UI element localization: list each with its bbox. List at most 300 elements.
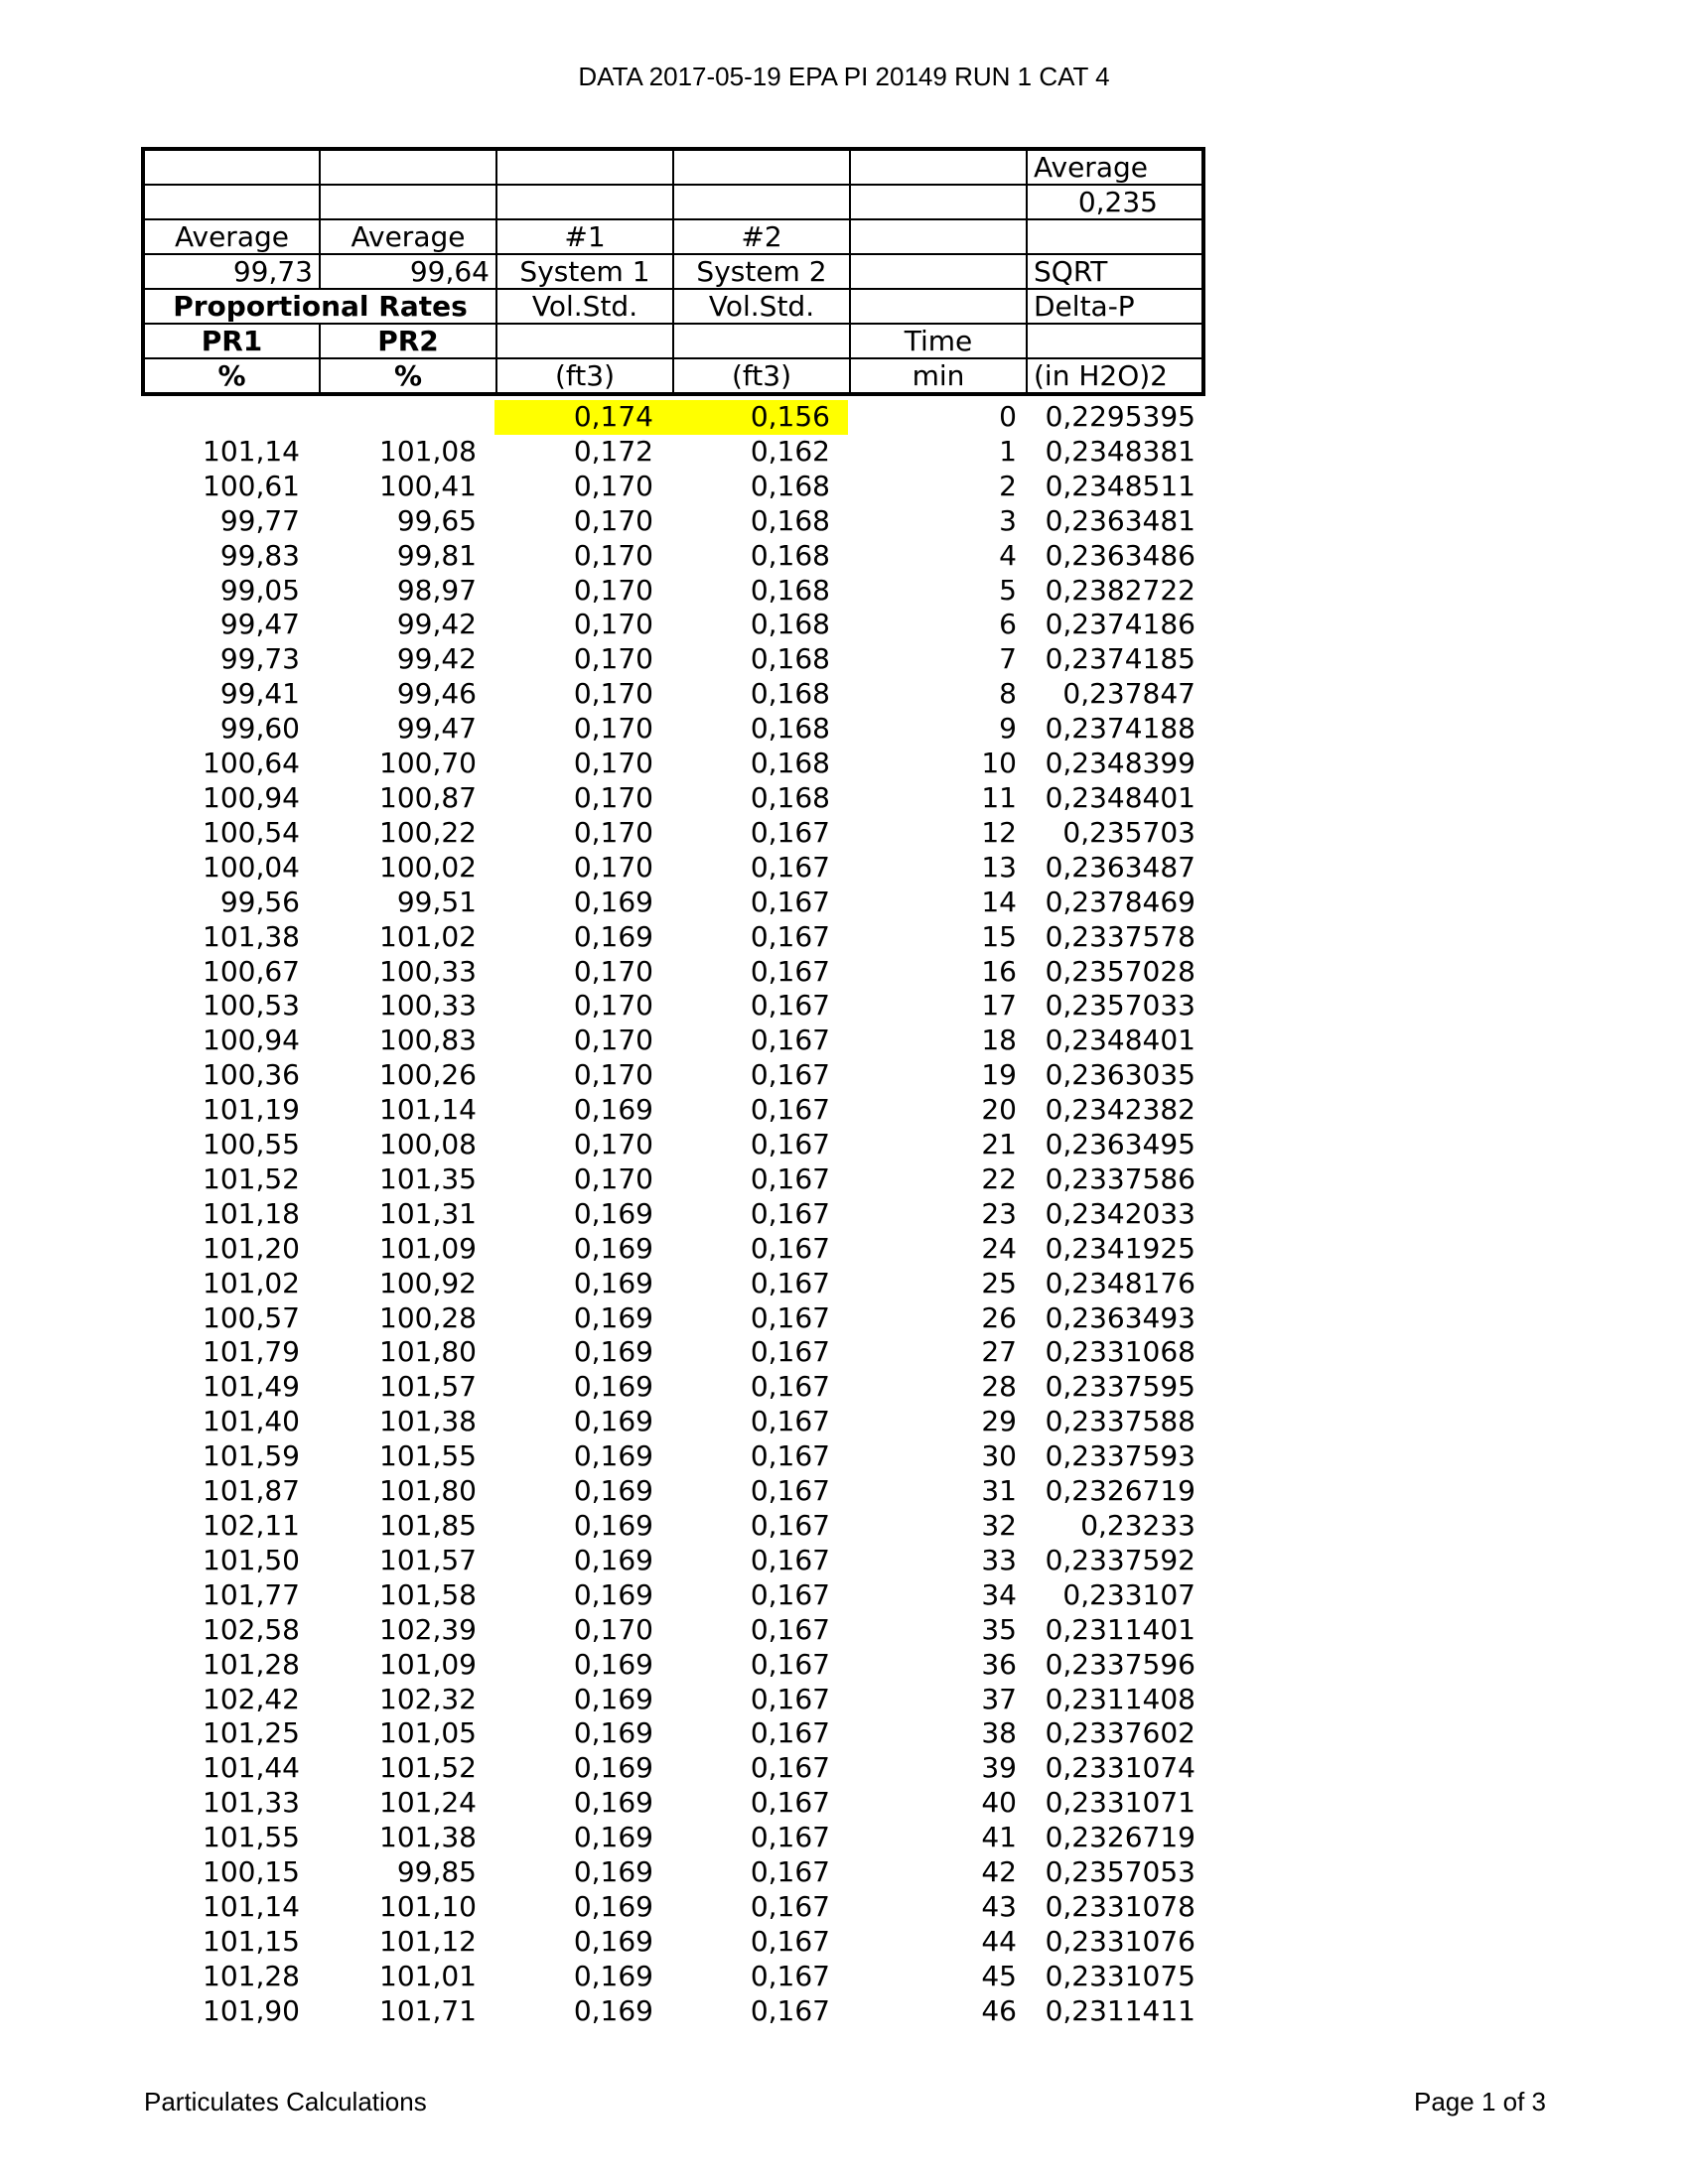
vol2-cell: 0,167 [750,1959,830,1992]
pr2-cell: 101,31 [379,1196,477,1230]
table-row [141,1058,1201,1093]
sqrt-delta-p-cell: 0,2331078 [1045,1889,1196,1923]
vol2-cell: 0,167 [750,1577,830,1611]
table-row [141,886,1201,920]
table-row [141,1821,1201,1855]
sqrt-delta-p-cell: 0,2363486 [1045,538,1196,572]
table-row [141,470,1201,504]
table-row [141,989,1201,1024]
vol2-unit: (ft3) [673,358,850,394]
time-cell: 31 [981,1474,1017,1508]
sqrt-delta-p-cell: 0,2348399 [1045,747,1196,780]
pr2-cell: 101,02 [379,919,477,953]
time-cell: 34 [981,1577,1017,1611]
pr2-cell: 101,24 [379,1786,477,1820]
pr2-cell: 101,05 [379,1716,477,1750]
vol1-cell: 0,169 [573,1889,653,1923]
vol1-cell: 0,169 [573,1266,653,1299]
pr1-cell: 101,14 [203,434,300,468]
pr1-cell: 101,33 [203,1786,300,1820]
vol2-cell: 0,167 [750,1647,830,1681]
sqrt-delta-p-cell: 0,2357033 [1045,989,1196,1023]
vol2-cell: 0,167 [750,850,830,884]
vol1-cell: 0,170 [573,469,653,502]
time-cell: 11 [981,780,1017,814]
pr1-cell: 100,57 [203,1300,300,1334]
vol1-unit: (ft3) [496,358,673,394]
header-row-4 [143,254,1203,289]
pr2-cell: 100,87 [379,780,477,814]
table-row [141,1544,1201,1578]
time-cell: 0 [999,400,1017,433]
vol2-cell: 0,168 [750,780,830,814]
sqrt-delta-p-cell: 0,2357028 [1045,954,1196,988]
time-cell: 44 [981,1924,1017,1958]
vol2-cell: 0,167 [750,1682,830,1715]
time-cell: 16 [981,954,1017,988]
vol1-cell: 0,170 [573,1612,653,1646]
sqrt-delta-p-cell: 0,23233 [1080,1509,1196,1542]
data-table-body [141,400,1201,2029]
vol1-cell: 0,170 [573,989,653,1023]
vol2-cell: 0,167 [750,1716,830,1750]
pr2-cell: 101,55 [379,1439,477,1473]
vol2-cell: 0,167 [750,1543,830,1576]
vol1-cell: 0,170 [573,503,653,537]
sqrt-delta-p-cell: 0,2337578 [1045,919,1196,953]
pr2-cell: 101,09 [379,1647,477,1681]
vol1-cell: 0,172 [573,434,653,468]
vol2-cell: 0,167 [750,1405,830,1438]
vol2-cell: 0,167 [750,1335,830,1369]
sqrt-delta-p-cell: 0,237847 [1062,677,1196,711]
vol1-cell: 0,169 [573,1509,653,1542]
time-cell: 42 [981,1855,1017,1889]
time-cell: 7 [999,642,1017,676]
pr2-cell: 101,71 [379,1993,477,2027]
vol1-cell: 0,169 [573,1577,653,1611]
vol1-cell: 0,170 [573,1161,653,1195]
time-cell: 9 [999,712,1017,746]
pr2-cell: 101,58 [379,1577,477,1611]
time-cell: 23 [981,1196,1017,1230]
pr2-cell: 100,02 [379,850,477,884]
pr1-cell: 102,42 [203,1682,300,1715]
vol2-cell: 0,167 [750,1196,830,1230]
pr2-label: PR2 [320,324,496,358]
table-row [141,1267,1201,1301]
table-row [141,1578,1201,1613]
pr2-cell: 100,70 [379,747,477,780]
pr2-cell: 100,92 [379,1266,477,1299]
pr1-cell: 102,58 [203,1612,300,1646]
pr1-cell: 100,54 [203,815,300,849]
time-cell: 45 [981,1959,1017,1992]
vol1-cell: 0,170 [573,1024,653,1057]
pr1-cell: 101,77 [203,1577,300,1611]
vol2-cell: 0,168 [750,573,830,607]
pr2-cell: 99,81 [396,538,477,572]
vol1-cell: 0,169 [573,1231,653,1265]
time-cell: 6 [999,608,1017,641]
table-row [141,851,1201,886]
pr2-cell: 98,97 [396,573,477,607]
vol2-cell: 0,168 [750,642,830,676]
time-cell: 38 [981,1716,1017,1750]
table-row [141,816,1201,851]
table-row [141,1751,1201,1786]
sqrt-delta-p-cell: 0,2341925 [1045,1231,1196,1265]
header-row-6 [143,324,1203,358]
pr1-cell: 101,02 [203,1266,300,1299]
pr2-cell: 101,01 [379,1959,477,1992]
vol2-cell: 0,167 [750,919,830,953]
time-cell: 36 [981,1647,1017,1681]
table-row [141,574,1201,609]
sqrt-delta-p-cell: 0,2326719 [1045,1474,1196,1508]
pr2-cell: 99,42 [396,642,477,676]
header-row-5 [143,289,1203,324]
sqrt-delta-p-cell: 0,2295395 [1045,400,1196,433]
pr1-cell: 101,55 [203,1821,300,1854]
pr2-cell: 101,52 [379,1751,477,1785]
table-row [141,400,1201,435]
pr1-cell: 99,05 [219,573,300,607]
time-cell: 5 [999,573,1017,607]
table-row [141,1716,1201,1751]
system2-number: #2 [673,219,850,254]
table-row [141,781,1201,816]
sqrt-delta-p-cell: 0,2363035 [1045,1058,1196,1092]
pr1-cell: 101,79 [203,1335,300,1369]
vol1-cell: 0,170 [573,850,653,884]
time-cell: 40 [981,1786,1017,1820]
vol1-cell: 0,169 [573,1196,653,1230]
header-row-1 [143,149,1203,185]
vol1-cell: 0,170 [573,712,653,746]
pr2-cell: 100,41 [379,469,477,502]
sqrt-delta-p-cell: 0,233107 [1062,1577,1196,1611]
time-cell: 35 [981,1612,1017,1646]
pr2-cell: 101,57 [379,1543,477,1576]
vol2-cell: 0,167 [750,885,830,918]
table-row [141,1994,1201,2029]
vol1-cell: 0,169 [573,1924,653,1958]
pr2-cell: 101,57 [379,1370,477,1404]
sqrt-delta-p-cell: 0,2311401 [1045,1612,1196,1646]
vol1-cell: 0,169 [573,1855,653,1889]
pr1-cell: 100,64 [203,747,300,780]
pr2-cell: 101,38 [379,1821,477,1854]
delta-p-unit: (in H2O)2 [1027,358,1203,394]
vol2-cell: 0,167 [750,1439,830,1473]
sqrt-delta-p-cell: 0,2311408 [1045,1682,1196,1715]
pr1-cell: 101,28 [203,1647,300,1681]
pr1-cell: 101,28 [203,1959,300,1992]
time-cell: 28 [981,1370,1017,1404]
pr2-cell: 99,85 [396,1855,477,1889]
vol1-cell: 0,174 [494,400,671,435]
sqrt-delta-p-cell: 0,2374188 [1045,712,1196,746]
table-row [141,1093,1201,1128]
table-row [141,1474,1201,1509]
pr2-cell: 102,39 [379,1612,477,1646]
sqrt-delta-p-cell: 0,2337586 [1045,1161,1196,1195]
pr1-cell: 100,94 [203,780,300,814]
pr2-cell: 101,80 [379,1335,477,1369]
pr2-cell: 100,22 [379,815,477,849]
vol2-cell: 0,167 [750,1128,830,1161]
pr2-cell: 99,42 [396,608,477,641]
pr2-cell: 99,46 [396,677,477,711]
vol1-cell: 0,170 [573,642,653,676]
pr1-cell: 101,50 [203,1543,300,1576]
vol1-cell: 0,170 [573,538,653,572]
pr1-cell: 99,60 [219,712,300,746]
vol1-cell: 0,169 [573,1821,653,1854]
pr2-cell: 100,83 [379,1024,477,1057]
pr2-average-label: Average [320,219,496,254]
table-row [141,504,1201,539]
time-cell: 3 [999,503,1017,537]
pr1-average-label: Average [143,219,320,254]
table-row [141,1439,1201,1474]
pr1-cell: 100,53 [203,989,300,1023]
table-row [141,1613,1201,1648]
sqrt-average-value: 0,235 [1027,185,1203,219]
vol2-cell: 0,167 [750,1266,830,1299]
sqrt-delta-p-cell: 0,2357053 [1045,1855,1196,1889]
vol2-cell: 0,167 [750,1300,830,1334]
sqrt-delta-p-cell: 0,2363481 [1045,503,1196,537]
pr1-cell: 101,59 [203,1439,300,1473]
pr1-cell: 101,20 [203,1231,300,1265]
vol2-cell: 0,168 [750,503,830,537]
pr2-cell: 100,33 [379,989,477,1023]
pr1-cell: 100,94 [203,1024,300,1057]
time-label: Time [850,324,1027,358]
vol2-cell: 0,167 [750,1612,830,1646]
sqrt-delta-p-cell: 0,2331076 [1045,1924,1196,1958]
vol2-cell: 0,167 [750,1751,830,1785]
header-row-2 [143,185,1203,219]
time-cell: 27 [981,1335,1017,1369]
pr1-cell: 101,90 [203,1993,300,2027]
pr1-cell: 101,40 [203,1405,300,1438]
pr1-cell: 100,36 [203,1058,300,1092]
vol1-cell: 0,169 [573,1093,653,1127]
vol1-cell: 0,169 [573,1751,653,1785]
vol2-cell: 0,168 [750,469,830,502]
table-row [141,1405,1201,1439]
system1-label: System 1 [496,254,673,289]
pr1-cell: 99,47 [219,608,300,641]
time-cell: 18 [981,1024,1017,1057]
time-cell: 17 [981,989,1017,1023]
pr1-cell: 101,49 [203,1370,300,1404]
pr1-cell: 100,15 [203,1855,300,1889]
pr1-cell: 102,11 [203,1509,300,1542]
vol1-cell: 0,170 [573,780,653,814]
table-row [141,1370,1201,1405]
sqrt-delta-p-cell: 0,2348511 [1045,469,1196,502]
sqrt-delta-p-cell: 0,235703 [1062,815,1196,849]
pr1-cell: 101,25 [203,1716,300,1750]
time-cell: 2 [999,469,1017,502]
pr1-cell [141,400,318,435]
vol2-cell: 0,167 [750,1231,830,1265]
table-row [141,1890,1201,1925]
table-row [141,1648,1201,1683]
sqrt-delta-p-cell: 0,2348176 [1045,1266,1196,1299]
vol2-cell: 0,167 [750,1058,830,1092]
vol1-cell: 0,170 [573,815,653,849]
pr2-cell: 101,12 [379,1924,477,1958]
vol2-cell: 0,167 [750,1474,830,1508]
vol2-cell: 0,168 [750,747,830,780]
vol2-cell: 0,167 [750,1024,830,1057]
time-cell: 1 [999,434,1017,468]
vol2-cell: 0,167 [750,1509,830,1542]
sqrt-delta-p-cell: 0,2363495 [1045,1128,1196,1161]
table-row [141,1232,1201,1267]
pr2-cell: 101,08 [379,434,477,468]
time-cell: 33 [981,1543,1017,1576]
table-row [141,642,1201,677]
sqrt-delta-p-cell: 0,2331075 [1045,1959,1196,1992]
sqrt-average-label: Average [1027,149,1203,185]
pr1-average-value: 99,73 [143,254,320,289]
table-row [141,1509,1201,1544]
pr2-cell: 100,28 [379,1300,477,1334]
sqrt-delta-p-cell: 0,2348401 [1045,1024,1196,1057]
pr2-cell [318,400,494,435]
pr2-cell: 100,26 [379,1058,477,1092]
sqrt-delta-p-cell: 0,2378469 [1045,885,1196,918]
pr1-cell: 101,14 [203,1889,300,1923]
table-row [141,677,1201,712]
time-cell: 20 [981,1093,1017,1127]
time-cell: 26 [981,1300,1017,1334]
table-row [141,1925,1201,1960]
pr2-cell: 101,09 [379,1231,477,1265]
vol1-cell: 0,169 [573,1543,653,1576]
pr2-cell: 102,32 [379,1682,477,1715]
time-cell: 14 [981,885,1017,918]
sqrt-delta-p-cell: 0,2331068 [1045,1335,1196,1369]
pr1-unit: % [143,358,320,394]
vol2-cell: 0,167 [750,954,830,988]
time-cell: 29 [981,1405,1017,1438]
sqrt-delta-p-cell: 0,2363487 [1045,850,1196,884]
table-row [141,1786,1201,1821]
table-row [141,1197,1201,1232]
vol1-cell: 0,169 [573,885,653,918]
sqrt-delta-p-cell: 0,2348401 [1045,780,1196,814]
pr1-cell: 101,52 [203,1161,300,1195]
pr1-cell: 99,73 [219,642,300,676]
data-table [141,400,1201,2029]
vol2-cell: 0,167 [750,1993,830,2027]
vol2-cell: 0,167 [750,1786,830,1820]
vol2-cell: 0,167 [750,1855,830,1889]
vol1-cell: 0,169 [573,1716,653,1750]
table-row [141,1128,1201,1162]
vol1-cell: 0,170 [573,1128,653,1161]
sqrt-delta-p-cell: 0,2337593 [1045,1439,1196,1473]
time-cell: 25 [981,1266,1017,1299]
time-cell: 10 [981,747,1017,780]
vol1-cell: 0,169 [573,1335,653,1369]
vol-std-2-label: Vol.Std. [673,289,850,324]
pr1-cell: 99,56 [219,885,300,918]
sqrt-delta-p-cell: 0,2337595 [1045,1370,1196,1404]
time-cell: 46 [981,1993,1017,2027]
sqrt-delta-p-cell: 0,2337596 [1045,1647,1196,1681]
table-row [141,955,1201,990]
vol1-cell: 0,169 [573,1300,653,1334]
sqrt-delta-p-cell: 0,2374185 [1045,642,1196,676]
sqrt-delta-p-cell: 0,2374186 [1045,608,1196,641]
sqrt-delta-p-cell: 0,2342033 [1045,1196,1196,1230]
sqrt-delta-p-cell: 0,2337588 [1045,1405,1196,1438]
table-row [141,435,1201,470]
vol1-cell: 0,169 [573,1370,653,1404]
sqrt-delta-p-cell: 0,2337592 [1045,1543,1196,1576]
vol2-cell: 0,168 [750,538,830,572]
sqrt-delta-p-cell: 0,2331071 [1045,1786,1196,1820]
vol1-cell: 0,170 [573,573,653,607]
vol2-cell: 0,167 [750,1161,830,1195]
pr2-cell: 100,08 [379,1128,477,1161]
table-row [141,539,1201,574]
vol2-cell: 0,162 [750,434,830,468]
pr1-cell: 99,77 [219,503,300,537]
table-row [141,608,1201,642]
sqrt-delta-p-cell: 0,2331074 [1045,1751,1196,1785]
pr1-cell: 100,55 [203,1128,300,1161]
system2-label: System 2 [673,254,850,289]
pr2-cell: 101,14 [379,1093,477,1127]
time-cell: 39 [981,1751,1017,1785]
time-cell: 41 [981,1821,1017,1854]
vol1-cell: 0,170 [573,954,653,988]
sqrt-label: SQRT [1027,254,1203,289]
time-cell: 21 [981,1128,1017,1161]
time-cell: 30 [981,1439,1017,1473]
time-cell: 24 [981,1231,1017,1265]
vol1-cell: 0,169 [573,1439,653,1473]
time-cell: 12 [981,815,1017,849]
pr2-cell: 101,38 [379,1405,477,1438]
vol1-cell: 0,169 [573,1474,653,1508]
vol1-cell: 0,170 [573,747,653,780]
table-row [141,1162,1201,1197]
table-row [141,1335,1201,1370]
vol1-cell: 0,170 [573,1058,653,1092]
vol1-cell: 0,169 [573,919,653,953]
table-row [141,1024,1201,1058]
vol2-cell: 0,168 [750,608,830,641]
pr2-average-value: 99,64 [320,254,496,289]
pr1-cell: 100,04 [203,850,300,884]
time-cell: 4 [999,538,1017,572]
sqrt-delta-p-cell: 0,2326719 [1045,1821,1196,1854]
vol1-cell: 0,169 [573,1993,653,2027]
sqrt-delta-p-cell: 0,2342382 [1045,1093,1196,1127]
time-cell: 32 [981,1509,1017,1542]
vol2-cell: 0,167 [750,1370,830,1404]
